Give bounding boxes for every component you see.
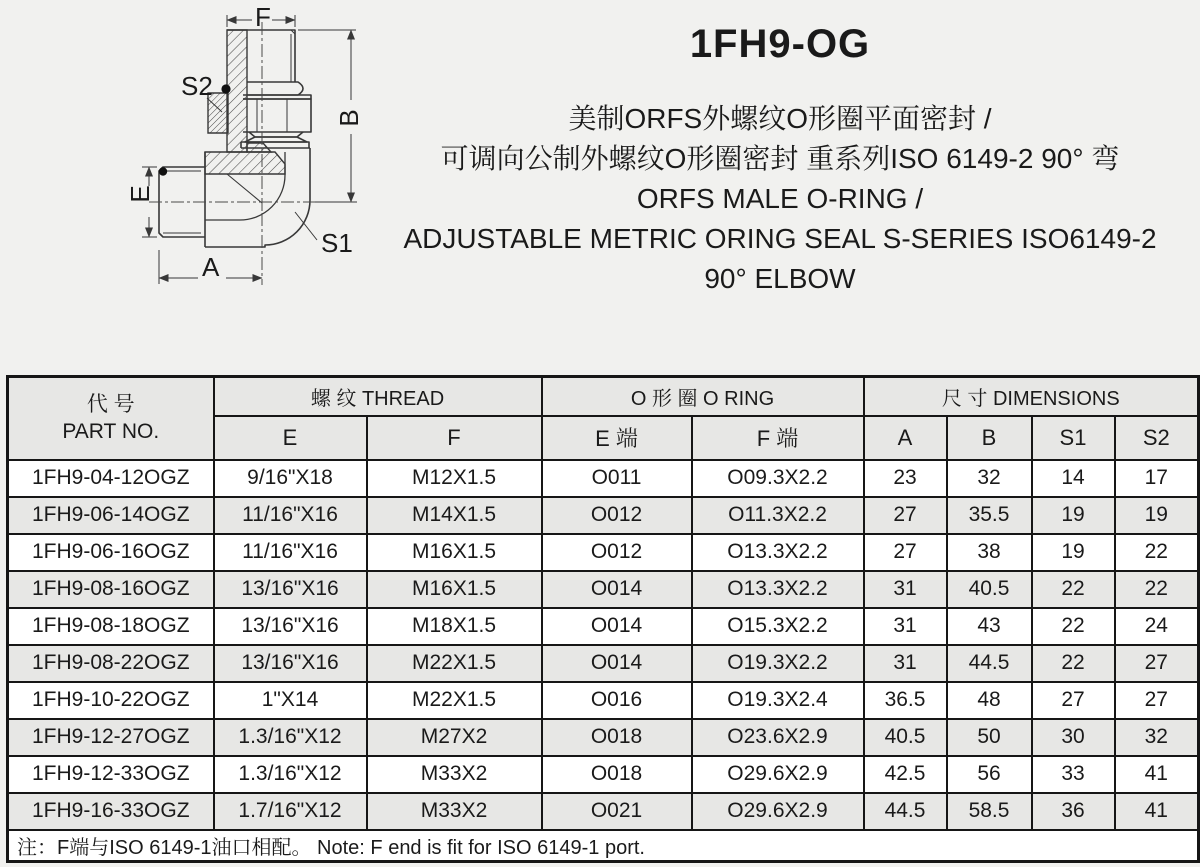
part-no-cell: 1FH9-06-14OGZ <box>8 497 214 534</box>
table-cell: 22 <box>1115 534 1199 571</box>
dim-label-b: B <box>334 109 364 127</box>
page-title: 1FH9-OG <box>689 22 871 66</box>
table-cell: 58.5 <box>947 793 1032 830</box>
table-row <box>8 756 1199 793</box>
table-cell: O29.6X2.9 <box>692 756 864 793</box>
table-cell: O021 <box>542 793 692 830</box>
table-cell: O018 <box>542 719 692 756</box>
table-cell: 27 <box>1032 682 1115 719</box>
table-cell: 33 <box>1032 756 1115 793</box>
table-cell: 38 <box>947 534 1032 571</box>
table-row <box>8 645 1199 682</box>
table-cell: 1"X14 <box>214 682 367 719</box>
table-cell: O13.3X2.2 <box>692 534 864 571</box>
section-hatching <box>205 30 285 174</box>
col-header-part-no-cn: 代 号 <box>86 393 135 417</box>
part-no-cell: 1FH9-08-18OGZ <box>8 608 214 645</box>
table-cell: 40.5 <box>947 571 1032 608</box>
table-cell: 27 <box>864 534 947 571</box>
col-header-dim-b: B <box>947 416 1032 460</box>
table-cell: 22 <box>1032 571 1115 608</box>
table-cell: O11.3X2.2 <box>692 497 864 534</box>
part-no-cell: 1FH9-08-22OGZ <box>8 645 214 682</box>
table-cell: O011 <box>542 460 692 497</box>
table-cell: 14 <box>1032 460 1115 497</box>
table-row <box>8 460 1199 497</box>
table-cell: O018 <box>542 756 692 793</box>
col-header-dim-a: A <box>864 416 947 460</box>
table-cell: 32 <box>947 460 1032 497</box>
table-cell: 24 <box>1115 608 1199 645</box>
header-block <box>360 22 1200 299</box>
s1-leader <box>295 212 317 240</box>
table-cell: 1.7/16"X12 <box>214 793 367 830</box>
dim-label-s1: S1 <box>321 228 353 258</box>
description-line: ADJUSTABLE METRIC ORING SEAL S-SERIES ISO6149-2 <box>403 223 1157 254</box>
table-cell: 48 <box>947 682 1032 719</box>
table-cell: O19.3X2.4 <box>692 682 864 719</box>
table-cell: 31 <box>864 608 947 645</box>
product-description <box>360 99 1200 299</box>
table-cell: 41 <box>1115 756 1199 793</box>
dim-label-s2: S2 <box>181 71 213 101</box>
table-cell: O23.6X2.9 <box>692 719 864 756</box>
col-group-thread: 螺 纹 THREAD <box>214 377 542 416</box>
table-cell: M22X1.5 <box>367 645 542 682</box>
table-cell: 13/16"X16 <box>214 645 367 682</box>
table-cell: 17 <box>1115 460 1199 497</box>
table-cell: 22 <box>1032 645 1115 682</box>
table-cell: M27X2 <box>367 719 542 756</box>
dim-label-e: E <box>125 185 155 203</box>
table-cell: 27 <box>1115 682 1199 719</box>
table-cell: 40.5 <box>864 719 947 756</box>
description-line: 美制ORFS外螺纹O形圈平面密封 / <box>568 103 992 134</box>
table-cell: O012 <box>542 497 692 534</box>
col-header-dim-s1: S1 <box>1032 416 1115 460</box>
col-header-thread-f: F <box>367 416 542 460</box>
table-cell: O19.3X2.2 <box>692 645 864 682</box>
part-no-cell: 1FH9-06-16OGZ <box>8 534 214 571</box>
table-cell: M33X2 <box>367 756 542 793</box>
table-note: 注：F端与ISO 6149-1油口相配。 Note: F end is fit for ISO 6149-1 port. <box>8 830 1199 862</box>
table-cell: 11/16"X16 <box>214 497 367 534</box>
table-cell: 22 <box>1032 608 1115 645</box>
table-cell: 35.5 <box>947 497 1032 534</box>
description-line: 90° ELBOW <box>704 263 856 294</box>
table-cell: 13/16"X16 <box>214 608 367 645</box>
table-cell: 42.5 <box>864 756 947 793</box>
table-cell: 43 <box>947 608 1032 645</box>
table-cell: 19 <box>1115 497 1199 534</box>
table-cell: 44.5 <box>864 793 947 830</box>
col-header-part-no <box>8 377 214 460</box>
table-cell: 19 <box>1032 534 1115 571</box>
col-group-oring: O 形 圈 O RING <box>542 377 864 416</box>
table-cell: O014 <box>542 571 692 608</box>
table-cell: M18X1.5 <box>367 608 542 645</box>
table-cell: M14X1.5 <box>367 497 542 534</box>
table-row <box>8 534 1199 571</box>
oring-dot-left <box>159 167 167 175</box>
table-cell: O09.3X2.2 <box>692 460 864 497</box>
table-cell: O29.6X2.9 <box>692 793 864 830</box>
col-header-thread-e: E <box>214 416 367 460</box>
table-cell: 31 <box>864 645 947 682</box>
table-cell: 31 <box>864 571 947 608</box>
table-cell: 23 <box>864 460 947 497</box>
table-cell: O016 <box>542 682 692 719</box>
table-cell: 1.3/16"X12 <box>214 719 367 756</box>
table-row <box>8 571 1199 608</box>
table-cell: 36.5 <box>864 682 947 719</box>
table-cell: M16X1.5 <box>367 571 542 608</box>
part-no-cell: 1FH9-08-16OGZ <box>8 571 214 608</box>
col-header-part-no-en: PART NO. <box>62 420 160 444</box>
dim-label-f: F <box>255 2 271 32</box>
table-cell: O014 <box>542 645 692 682</box>
table-row <box>8 497 1199 534</box>
table-cell: M12X1.5 <box>367 460 542 497</box>
part-no-cell: 1FH9-10-22OGZ <box>8 682 214 719</box>
table-cell: 22 <box>1115 571 1199 608</box>
table-cell: 41 <box>1115 793 1199 830</box>
table-row <box>8 793 1199 830</box>
table-cell: O012 <box>542 534 692 571</box>
table-cell: 36 <box>1032 793 1115 830</box>
description-line: ORFS MALE O-RING / <box>636 183 924 214</box>
table-cell: 27 <box>1115 645 1199 682</box>
col-header-dim-s2: S2 <box>1115 416 1199 460</box>
table-cell: M22X1.5 <box>367 682 542 719</box>
table-cell: 56 <box>947 756 1032 793</box>
dim-label-a: A <box>202 252 220 282</box>
table-cell: 13/16"X16 <box>214 571 367 608</box>
table-cell: O15.3X2.2 <box>692 608 864 645</box>
table-cell: 50 <box>947 719 1032 756</box>
table-cell: M33X2 <box>367 793 542 830</box>
table-row <box>8 608 1199 645</box>
col-header-oring-f: F 端 <box>692 416 864 460</box>
spec-table <box>6 375 1200 863</box>
table-cell: 44.5 <box>947 645 1032 682</box>
table-cell: 1.3/16"X12 <box>214 756 367 793</box>
table-cell: 27 <box>864 497 947 534</box>
table-row <box>8 719 1199 756</box>
col-group-dimensions: 尺 寸 DIMENSIONS <box>864 377 1199 416</box>
table-cell: O014 <box>542 608 692 645</box>
part-no-cell: 1FH9-04-12OGZ <box>8 460 214 497</box>
table-cell: 30 <box>1032 719 1115 756</box>
table-cell: 19 <box>1032 497 1115 534</box>
part-no-cell: 1FH9-12-27OGZ <box>8 719 214 756</box>
description-line: 可调向公制外螺纹O形圈密封 重系列ISO 6149-2 90° 弯 <box>440 143 1120 174</box>
table-cell: 9/16"X18 <box>214 460 367 497</box>
table-row <box>8 682 1199 719</box>
oring-dot-top <box>221 84 230 93</box>
part-no-cell: 1FH9-12-33OGZ <box>8 756 214 793</box>
col-header-oring-e: E 端 <box>542 416 692 460</box>
table-cell: M16X1.5 <box>367 534 542 571</box>
table-cell: 32 <box>1115 719 1199 756</box>
table-cell: 11/16"X16 <box>214 534 367 571</box>
table-cell: O13.3X2.2 <box>692 571 864 608</box>
part-no-cell: 1FH9-16-33OGZ <box>8 793 214 830</box>
